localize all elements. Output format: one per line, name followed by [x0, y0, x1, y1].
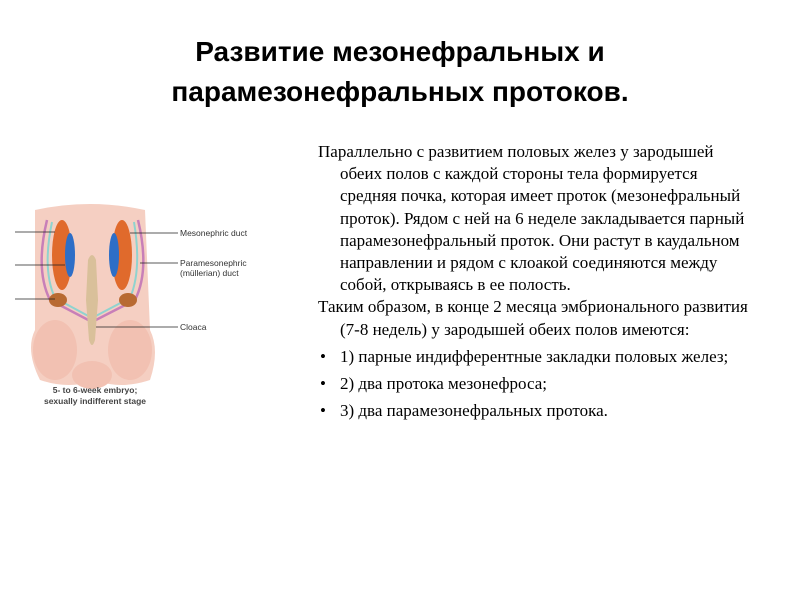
bullet-icon: • [320, 374, 326, 394]
bullet-text: 1) парные индифферентные закладки половых желез; [340, 346, 729, 366]
bullet-item [318, 373, 758, 395]
bullet-text: 2) два протока мезонефроса; [340, 374, 547, 394]
slide-title [40, 32, 760, 112]
bullet-icon: • [320, 346, 326, 366]
title-line-2: парамезонефральных протоков. [171, 76, 629, 107]
bullet-item [318, 400, 758, 422]
bullet-icon: • [320, 401, 326, 421]
caption-line-2: sexually indifferent stage [43, 395, 147, 406]
embryo-figure [0, 190, 270, 420]
paragraph-1: Параллельно с развитием половых желез у зародышей обеих полов с каждой стороны тела формируется средняя почка, которая имеет проток (мезонефральный проток). Рядом с ней на 6 неделе закладывается парный парамезонефральный проток. Они растут в каудальном направлении и рядом с клоакой соединяются между собой, открываясь в ее полость. [318, 142, 745, 295]
paragraph-2: Таким образом, в конце 2 месяца эмбрионального развития (7-8 недель) у зародышей обеих полов имеются: [318, 297, 748, 339]
bullet-item [318, 346, 758, 368]
bullet-list [318, 346, 758, 423]
label-paramesonephric-duct-2: (müllerian) duct [180, 268, 239, 278]
label-mesonephric-duct: Mesonephric duct [180, 228, 248, 238]
figure-caption [0, 385, 190, 406]
caption-line-1: 5- to 6-week embryo; [52, 385, 138, 395]
label-paramesonephric-duct-1: Paramesonephric [180, 258, 247, 268]
bullet-text: 3) два парамезонефральных протока. [340, 401, 608, 421]
label-cloaca: Cloaca [180, 322, 207, 332]
title-line-1: Развитие мезонефральных и [195, 36, 605, 67]
slide-body-text [318, 141, 758, 427]
